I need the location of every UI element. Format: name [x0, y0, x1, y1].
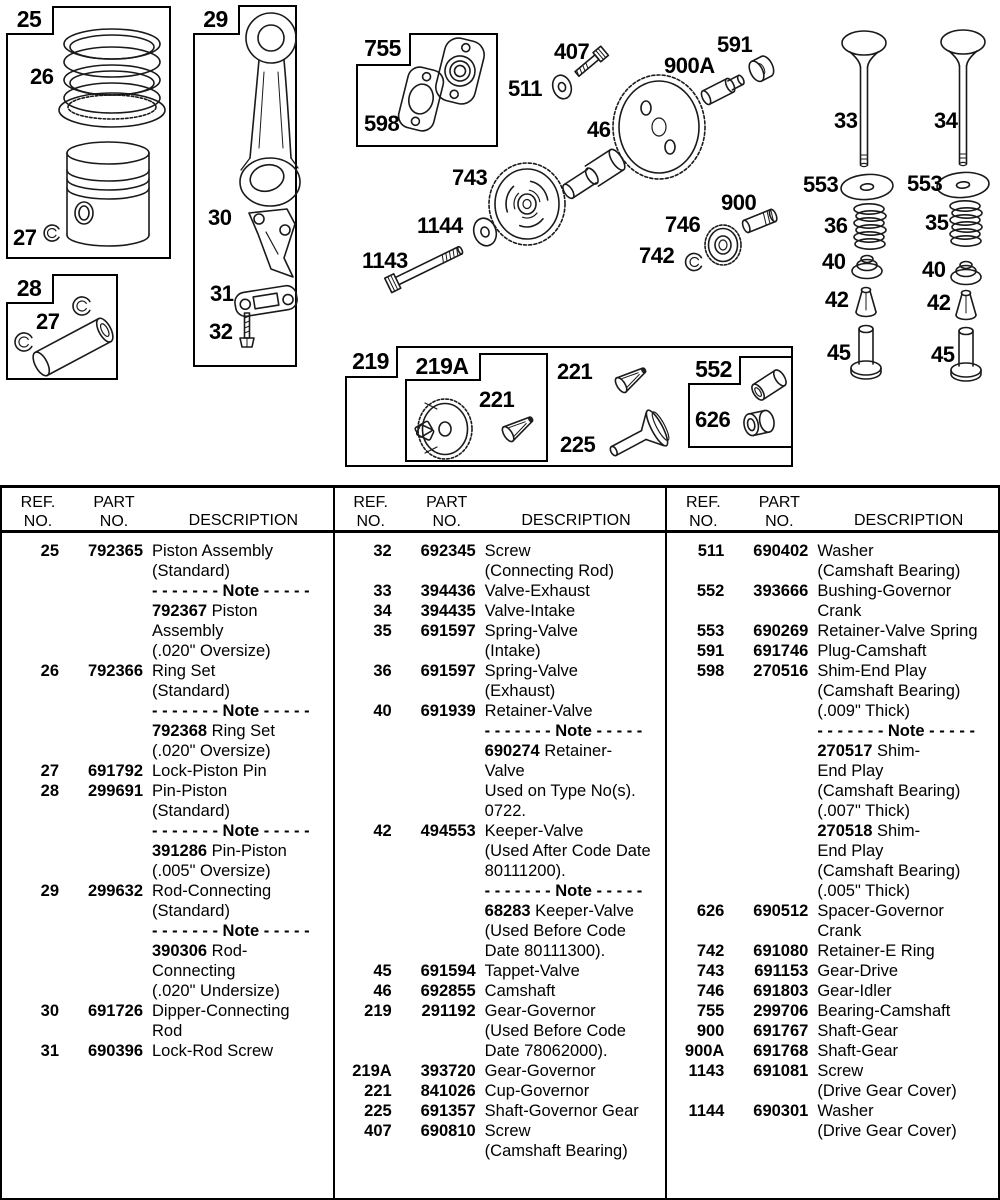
description: Screw (Connecting Rod): [484, 542, 614, 580]
part-label-221-31: 221: [557, 359, 593, 384]
table-row-ref-29: [2, 881, 333, 1001]
ref-no: 219A: [352, 1062, 392, 1080]
ref-no: 219: [364, 1002, 392, 1020]
description: Shaft-Gear: [817, 1022, 899, 1040]
table-row-ref-25: [2, 541, 333, 661]
ref-no: 746: [696, 982, 725, 1000]
ref-no: 1144: [688, 1102, 725, 1120]
part-no: 691597: [420, 622, 476, 640]
header-part-no: PART NO.: [93, 494, 135, 530]
table-row-ref-553: [667, 621, 998, 641]
description: Retainer-Valve Spring: [817, 622, 978, 640]
description: Shaft-Gear: [817, 1042, 899, 1060]
table-row-ref-591: [667, 641, 998, 661]
column-2-header: [335, 488, 666, 533]
ref-no: 36: [373, 662, 392, 680]
table-row-ref-1143: [667, 1061, 998, 1101]
description: Retainer-Valve - - - - - - - Note - - - - - 690274 Retainer- Valve Used on Type No(s). 0722.: [484, 702, 643, 820]
description: Rod-Connecting (Standard) - - - - - - - Note - - - - - 390306 Rod- Connecting (.020" Undersize): [152, 882, 310, 1000]
part-label-26-0: 26: [30, 64, 54, 89]
group-box-label-552: 552: [688, 356, 741, 385]
part-label-553-20: 553: [803, 172, 839, 197]
parts-rows-2: [335, 533, 666, 1161]
table-row-ref-30: [2, 1001, 333, 1041]
part-label-553-21: 553: [907, 171, 943, 196]
part-no: 691726: [87, 1002, 143, 1020]
parts-column-2: [333, 488, 666, 1198]
ref-no: 1143: [688, 1062, 725, 1080]
description: Ring Set (Standard) - - - - - - - Note - - - - - 792368 Ring Set (.020" Oversize): [152, 662, 310, 760]
ref-no: 27: [40, 762, 59, 780]
part-label-900A-14: 900A: [664, 53, 715, 78]
description: Keeper-Valve (Used After Code Date 80111200). - - - - - - - Note - - - - - 68283 Keeper-Valve (Used Before Code Date 80111300).: [484, 822, 651, 960]
group-box-label-219A: 219A: [405, 353, 481, 381]
part-no: 792365: [87, 542, 143, 560]
description: Spring-Valve (Intake): [484, 622, 578, 660]
description: Bearing-Camshaft: [817, 1002, 951, 1020]
description: Gear-Idler: [817, 982, 892, 1000]
header-ref-no: REF. NO.: [686, 494, 721, 530]
header-part-no: PART NO.: [426, 494, 468, 530]
parts-rows-3: [667, 533, 998, 1141]
description: Lock-Rod Screw: [152, 1042, 274, 1060]
part-label-40-25: 40: [922, 257, 946, 282]
ref-no: 743: [696, 962, 725, 980]
part-label-598-6: 598: [364, 111, 400, 136]
group-box-label-29: 29: [193, 5, 240, 35]
description: Valve-Exhaust: [484, 582, 590, 600]
description: Retainer-E Ring: [817, 942, 935, 960]
part-label-45-28: 45: [827, 340, 851, 365]
description: Washer (Drive Gear Cover): [817, 1102, 957, 1140]
ref-no: 46: [373, 982, 392, 1000]
table-row-ref-900: [667, 1021, 998, 1041]
header-part-no: PART NO.: [758, 494, 800, 530]
part-label-746-16: 746: [665, 212, 701, 237]
description: Camshaft: [484, 982, 556, 1000]
part-no: 690301: [753, 1102, 809, 1120]
part-no: 691357: [420, 1102, 476, 1120]
part-label-27-1: 27: [13, 225, 37, 250]
ref-no: 35: [373, 622, 392, 640]
ref-no: 221: [364, 1082, 392, 1100]
part-no: 692855: [420, 982, 476, 1000]
exploded-view-diagram: [0, 0, 1000, 485]
description: Spacer-Governor Crank: [817, 902, 944, 940]
table-row-ref-743: [667, 961, 998, 981]
part-no: 691594: [420, 962, 476, 980]
part-no: 691153: [754, 962, 809, 980]
part-no: 691080: [753, 942, 809, 960]
part-no: 691792: [87, 762, 143, 780]
table-row-ref-35: [335, 621, 666, 661]
part-label-511-7: 511: [508, 76, 542, 101]
part-no: 299706: [753, 1002, 809, 1020]
group-box-label-755: 755: [356, 33, 411, 66]
table-row-ref-34: [335, 601, 666, 621]
parts-column-1: [2, 488, 333, 1198]
part-no: 494553: [420, 822, 476, 840]
part-label-591-13: 591: [717, 32, 753, 57]
description: Lock-Piston Pin: [152, 762, 267, 780]
description: Spring-Valve (Exhaust): [484, 662, 578, 700]
ref-no: 31: [40, 1042, 59, 1060]
group-box-label-28: 28: [6, 274, 54, 304]
part-label-742-17: 742: [639, 243, 675, 268]
description: Gear-Drive: [817, 962, 899, 980]
parts-table: [0, 485, 1000, 1200]
header-description: DESCRIPTION: [188, 512, 298, 529]
ref-no: 25: [40, 542, 59, 560]
table-row-ref-626: [667, 901, 998, 941]
ref-no: 626: [696, 902, 725, 920]
description: Gear-Governor: [484, 1062, 596, 1080]
header-description: DESCRIPTION: [521, 512, 631, 529]
part-label-45-29: 45: [931, 342, 955, 367]
group-box-label-219: 219: [345, 346, 398, 378]
part-label-36-22: 36: [824, 213, 848, 238]
ref-no: 45: [373, 962, 392, 980]
part-no: 691597: [420, 662, 476, 680]
part-label-1143-12: 1143: [362, 248, 408, 273]
part-no: 690512: [753, 902, 809, 920]
part-no: 691746: [753, 642, 809, 660]
table-row-ref-46: [335, 981, 666, 1001]
part-no: 299691: [87, 782, 143, 800]
header-ref-no: REF. NO.: [20, 494, 56, 530]
part-no: 691767: [753, 1022, 809, 1040]
part-no: 691803: [753, 982, 809, 1000]
table-row-ref-40: [335, 701, 666, 821]
part-label-34-19: 34: [934, 108, 958, 133]
table-row-ref-45: [335, 961, 666, 981]
part-label-743-10: 743: [452, 165, 488, 190]
description: Shim-End Play (Camshaft Bearing) (.009" Thick) - - - - - - - Note - - - - - 270517 Shim- End Play (Camshaft Bearing) (.007" Thick) 270518 Shim- End Play (Camshaft Bearing) (.005" Thick): [817, 662, 975, 900]
parts-rows-1: [2, 533, 333, 1061]
description: Screw (Camshaft Bearing): [484, 1122, 628, 1160]
table-row-ref-42: [335, 821, 666, 961]
table-row-ref-26: [2, 661, 333, 761]
part-no: 393720: [420, 1062, 476, 1080]
ref-no: 552: [696, 582, 725, 600]
part-no: 691081: [753, 1062, 809, 1080]
table-row-ref-27: [2, 761, 333, 781]
part-label-33-18: 33: [834, 108, 858, 133]
ref-no: 591: [696, 642, 725, 660]
part-label-40-24: 40: [822, 249, 846, 274]
diagram-label-layer: [0, 0, 1000, 485]
part-no: 841026: [420, 1082, 476, 1100]
description: Screw (Drive Gear Cover): [817, 1062, 957, 1100]
part-no: 691768: [753, 1042, 809, 1060]
table-row-ref-33: [335, 581, 666, 601]
header-ref-no: REF. NO.: [353, 494, 388, 530]
part-label-900-15: 900: [721, 190, 757, 215]
header-description: DESCRIPTION: [854, 512, 964, 529]
table-row-ref-32: [335, 541, 666, 581]
ref-no: 755: [696, 1002, 725, 1020]
table-row-ref-900A: [667, 1041, 998, 1061]
ref-no: 742: [696, 942, 725, 960]
ref-no: 511: [697, 542, 725, 560]
part-no: 299632: [87, 882, 143, 900]
part-label-407-8: 407: [554, 39, 590, 64]
part-label-31-4: 31: [210, 281, 234, 306]
column-3-header: [667, 488, 998, 533]
part-label-42-27: 42: [927, 290, 951, 315]
ref-no: 33: [373, 582, 392, 600]
table-row-ref-1144: [667, 1101, 998, 1141]
part-label-1144-11: 1144: [417, 213, 463, 238]
description: Bushing-Governor Crank: [817, 582, 952, 620]
column-1-header: [2, 488, 333, 533]
table-row-ref-598: [667, 661, 998, 901]
ref-no: 40: [373, 702, 392, 720]
part-no: 394436: [420, 582, 476, 600]
table-row-ref-31: [2, 1041, 333, 1061]
ref-no: 28: [40, 782, 59, 800]
table-row-ref-225: [335, 1101, 666, 1121]
description: Piston Assembly (Standard) - - - - - - - Note - - - - - 792367 Piston Assembly (.020" Oversize): [152, 542, 310, 660]
table-row-ref-552: [667, 581, 998, 621]
table-row-ref-742: [667, 941, 998, 961]
ref-no: 32: [373, 542, 392, 560]
ref-no: 29: [40, 882, 59, 900]
table-row-ref-219: [335, 1001, 666, 1061]
part-label-27-2: 27: [36, 309, 60, 334]
part-label-225-32: 225: [560, 432, 596, 457]
part-label-46-9: 46: [587, 117, 611, 142]
part-no: 393666: [753, 582, 809, 600]
description: Cup-Governor: [484, 1082, 590, 1100]
description: Valve-Intake: [484, 602, 576, 620]
ref-no: 26: [40, 662, 59, 680]
table-row-ref-511: [667, 541, 998, 581]
ref-no: 225: [364, 1102, 392, 1120]
part-label-42-26: 42: [825, 287, 849, 312]
description: Washer (Camshaft Bearing): [817, 542, 961, 580]
part-label-30-3: 30: [208, 205, 232, 230]
part-no: 270516: [753, 662, 809, 680]
ref-no: 42: [373, 822, 392, 840]
table-row-ref-746: [667, 981, 998, 1001]
description: Plug-Camshaft: [817, 642, 927, 660]
ref-no: 407: [364, 1122, 392, 1140]
part-no: 792366: [87, 662, 143, 680]
part-label-221-30: 221: [479, 387, 515, 412]
ref-no: 900: [696, 1022, 725, 1040]
ref-no: 553: [696, 622, 725, 640]
parts-column-3: [665, 488, 998, 1198]
part-no: 291192: [421, 1002, 476, 1020]
ref-no: 34: [373, 602, 392, 620]
group-box-label-25: 25: [6, 6, 54, 35]
ref-no: 598: [696, 662, 725, 680]
description: Gear-Governor (Used Before Code Date 78062000).: [484, 1002, 626, 1060]
part-label-626-33: 626: [695, 407, 731, 432]
part-no: 690402: [753, 542, 809, 560]
description: Pin-Piston (Standard) - - - - - - - Note - - - - - 391286 Pin-Piston (.005" Oversize): [152, 782, 310, 880]
part-label-35-23: 35: [925, 210, 949, 235]
part-no: 690810: [420, 1122, 476, 1140]
table-row-ref-36: [335, 661, 666, 701]
part-no: 691939: [420, 702, 476, 720]
part-label-32-5: 32: [209, 319, 233, 344]
ref-no: 900A: [684, 1042, 725, 1060]
part-no: 690269: [753, 622, 809, 640]
part-no: 690396: [87, 1042, 143, 1060]
ref-no: 30: [40, 1002, 59, 1020]
description: Tappet-Valve: [484, 962, 580, 980]
table-row-ref-219A: [335, 1061, 666, 1081]
part-no: 394435: [420, 602, 476, 620]
part-no: 692345: [420, 542, 476, 560]
description: Shaft-Governor Gear: [484, 1102, 639, 1120]
description: Dipper-Connecting Rod: [152, 1002, 290, 1040]
table-row-ref-407: [335, 1121, 666, 1161]
table-row-ref-221: [335, 1081, 666, 1101]
table-row-ref-755: [667, 1001, 998, 1021]
table-row-ref-28: [2, 781, 333, 881]
